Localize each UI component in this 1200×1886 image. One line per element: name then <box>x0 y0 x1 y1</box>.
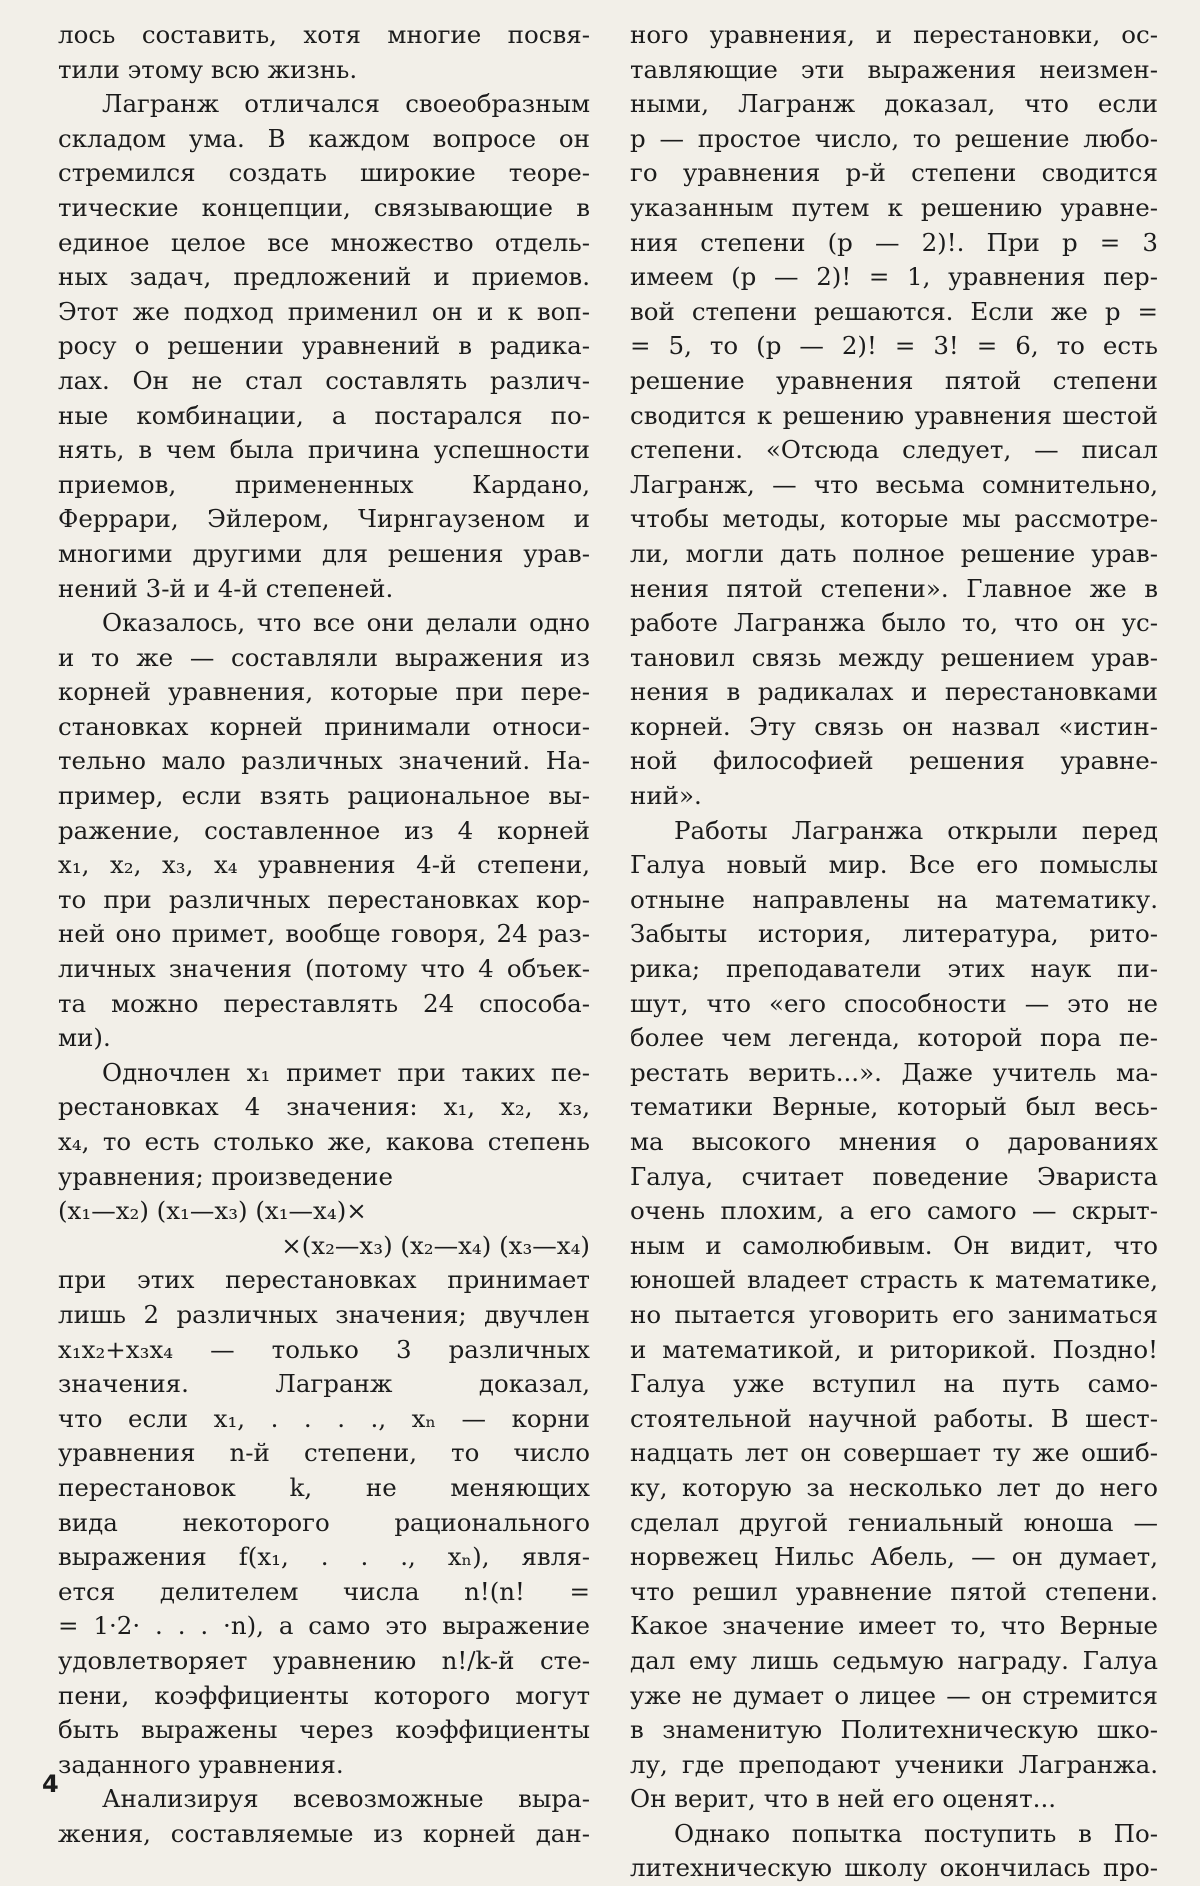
text-line: тили этому всю жизнь. <box>58 54 358 84</box>
text-line: Работы Лагранжа открыли перед <box>674 815 1158 845</box>
text-line: ли, могли дать полное решение урав- <box>630 538 1158 568</box>
text-line: работе Лагранжа было то, что он ус- <box>630 608 1158 638</box>
text-line: ных задач, предложений и приемов. <box>58 262 590 292</box>
text-line: Этот же подход применил он и к воп- <box>58 296 590 326</box>
text-line: ражение, составленное из 4 корней <box>58 815 590 845</box>
text-line: что решил уравнение пятой степени. <box>630 1576 1158 1606</box>
text-line: x₁, x₂, x₃, x₄ уравнения 4-й степени, <box>58 850 590 880</box>
text-line: Однако попытка поступить в По- <box>674 1818 1158 1848</box>
text-line: ний». <box>630 781 702 811</box>
text-line: рестановках 4 значения: x₁, x₂, x₃, <box>58 1092 590 1122</box>
text-line: нения в радикалах и перестановками <box>630 677 1158 707</box>
text-line: шут, что «его способности — это не <box>630 988 1158 1018</box>
text-line: жения, составляемые из корней дан- <box>58 1818 590 1848</box>
text-line: отныне направлены на математику. <box>630 884 1158 914</box>
text-line: тические концепции, связывающие в <box>58 192 590 222</box>
text-line: выражения f(x₁, . . ., xₙ), явля- <box>58 1542 590 1572</box>
text-line: степени. «Отсюда следует, — писал <box>630 435 1158 465</box>
text-line: рестать верить...». Даже учитель ма- <box>630 1057 1158 1087</box>
text-line: становках корней принимали относи- <box>58 711 590 741</box>
text-line: корней. Эту связь он назвал «истин- <box>630 711 1158 741</box>
text-line: и то же — составляли выражения из <box>58 642 590 672</box>
text-line: p — простое число, то решение любо- <box>630 123 1158 153</box>
left-text-column <box>58 18 590 1851</box>
text-line: нений 3-й и 4-й степеней. <box>58 573 394 603</box>
text-line: ные комбинации, а постарался по- <box>58 400 590 430</box>
text-line: = 1·2· . . . ·n), а само это выражение <box>58 1611 590 1641</box>
text-line: лось составить, хотя многие посвя- <box>58 20 590 49</box>
text-line: росу о решении уравнений в радика- <box>58 331 590 361</box>
text-line: уже не думает о лицее — он стремится <box>630 1680 1158 1710</box>
text-line: Забыты история, литература, рито- <box>630 919 1158 949</box>
text-line: x₄, то есть столько же, какова степень <box>58 1127 590 1156</box>
text-line: чтобы методы, которые мы рассмотре- <box>630 504 1158 534</box>
text-line: го уравнения p-й степени сводится <box>630 158 1158 188</box>
text-line: быть выражены через коэффициенты <box>58 1715 590 1745</box>
text-line: единое целое все множество отдель- <box>58 227 590 257</box>
text-line: ного уравнения, и перестановки, ос- <box>630 20 1158 49</box>
text-line: то при различных перестановках кор- <box>58 884 590 914</box>
text-line: Он верит, что в ней его оценят... <box>630 1784 1057 1814</box>
text-line: заданного уравнения. <box>58 1749 344 1779</box>
text-line: тельно мало различных значений. На- <box>58 746 590 776</box>
text-line: многими другими для решения урав- <box>58 538 590 568</box>
text-line: значения. Лагранж доказал, <box>58 1369 590 1399</box>
text-line: уравнения n-й степени, то число <box>58 1438 590 1468</box>
text-line: ния степени (p — 2)!. При p = 3 <box>630 227 1158 257</box>
text-line: корней уравнения, которые при пере- <box>58 677 590 707</box>
text-line: надцать лет он совершает ту же ошиб- <box>630 1438 1158 1468</box>
text-line: в знаменитую Политехническую шко- <box>630 1715 1158 1745</box>
text-line: нения пятой степени». Главное же в <box>630 573 1158 603</box>
text-line: решение уравнения пятой степени <box>630 365 1158 395</box>
text-line: Анализируя всевозможные выра- <box>102 1784 590 1814</box>
text-line: и математикой, и риторикой. Поздно! <box>630 1334 1158 1364</box>
text-line: складом ума. В каждом вопросе он <box>58 123 590 153</box>
text-line: ми). <box>58 1023 111 1053</box>
text-line: что если x₁, . . . ., xₙ — корни <box>58 1403 590 1433</box>
text-line: при этих перестановках принимает <box>58 1265 590 1295</box>
right-text-column <box>630 18 1158 1886</box>
text-line: нять, в чем была причина успешности <box>58 435 590 465</box>
text-line: сводится к решению уравнения шестой <box>630 400 1158 430</box>
text-line: Какое значение имеет то, что Верные <box>630 1611 1158 1641</box>
text-line: указанным путем к решению уравне- <box>630 192 1158 222</box>
text-line: Галуа уже вступил на путь само- <box>630 1369 1158 1399</box>
text-line: юношей владеет страсть к математике, <box>630 1265 1158 1295</box>
text-line: x₁x₂+x₃x₄ — только 3 различных <box>58 1334 590 1364</box>
text-line: ку, которую за несколько лет до него <box>630 1472 1158 1502</box>
text-line: ней оно примет, вообще говоря, 24 раз- <box>58 919 590 949</box>
text-line: (x₁—x₂) (x₁—x₃) (x₁—x₄)× <box>58 1196 367 1226</box>
text-line: приемов, примененных Кардано, <box>58 469 590 499</box>
text-line: удовлетворяет уравнению n!/k-й сте- <box>58 1645 590 1675</box>
text-line: рика; преподаватели этих наук пи- <box>630 954 1158 984</box>
text-line: вида некоторого рационального <box>58 1507 590 1537</box>
text-line: тавляющие эти выражения неизмен- <box>630 54 1158 84</box>
text-line: лу, где преподают ученики Лагранжа. <box>630 1749 1158 1779</box>
text-line: Одночлен x₁ примет при таких пе- <box>102 1057 590 1087</box>
text-line: та можно переставлять 24 способа- <box>58 988 590 1018</box>
text-line: Оказалось, что все они делали одно <box>102 608 590 638</box>
text-line: пени, коэффициенты которого могут <box>58 1680 590 1710</box>
text-line: ×(x₂—x₃) (x₂—x₄) (x₃—x₄) <box>281 1230 590 1260</box>
text-line: ными, Лагранж доказал, что если <box>630 89 1158 119</box>
text-line: ной философией решения уравне- <box>630 746 1158 776</box>
text-line: Галуа, считает поведение Эвариста <box>630 1161 1158 1191</box>
text-line: пример, если взять рациональное вы- <box>58 781 590 811</box>
text-line: ма высокого мнения о дарованиях <box>630 1127 1158 1156</box>
text-line: = 5, то (p — 2)! = 3! = 6, то есть <box>630 331 1158 361</box>
text-line: тановил связь между решением урав- <box>630 642 1158 672</box>
page-number: 4 <box>42 1770 59 1798</box>
text-line: норвежец Нильс Абель, — он думает, <box>630 1542 1158 1572</box>
text-line: вой степени решаются. Если же p = <box>630 296 1158 326</box>
text-line: Лагранж, — что весьма сомнительно, <box>630 469 1158 499</box>
text-line: имеем (p — 2)! = 1, уравнения пер- <box>630 262 1158 292</box>
text-line: уравнения; произведение <box>58 1161 393 1191</box>
text-line: стоятельной научной работы. В шест- <box>630 1403 1158 1433</box>
text-line: ется делителем числа n!(n! = <box>58 1576 590 1606</box>
text-line: сделал другой гениальный юноша — <box>630 1507 1158 1537</box>
text-line: личных значения (потому что 4 объек- <box>58 954 590 984</box>
text-line: Феррари, Эйлером, Чирнгаузеном и <box>58 504 590 534</box>
text-line: стремился создать широкие теоре- <box>58 158 590 188</box>
text-line: более чем легенда, которой пора пе- <box>630 1023 1158 1053</box>
text-line: дал ему лишь седьмую награду. Галуа <box>630 1645 1158 1675</box>
text-line: ным и самолюбивым. Он видит, что <box>630 1230 1158 1260</box>
text-line: лах. Он не стал составлять различ- <box>58 365 590 395</box>
text-line: Галуа новый мир. Все его помыслы <box>630 850 1158 880</box>
text-line: литехническую школу окончилась про- <box>630 1853 1158 1883</box>
text-line: перестановок k, не меняющих <box>58 1472 590 1502</box>
text-line: но пытается уговорить его заниматься <box>630 1299 1158 1329</box>
text-line: Лагранж отличался своеобразным <box>102 89 590 119</box>
text-line: лишь 2 различных значения; двучлен <box>58 1299 590 1329</box>
text-line: тематики Верные, который был весь- <box>630 1092 1158 1122</box>
text-line: очень плохим, а его самого — скрыт- <box>630 1196 1158 1226</box>
